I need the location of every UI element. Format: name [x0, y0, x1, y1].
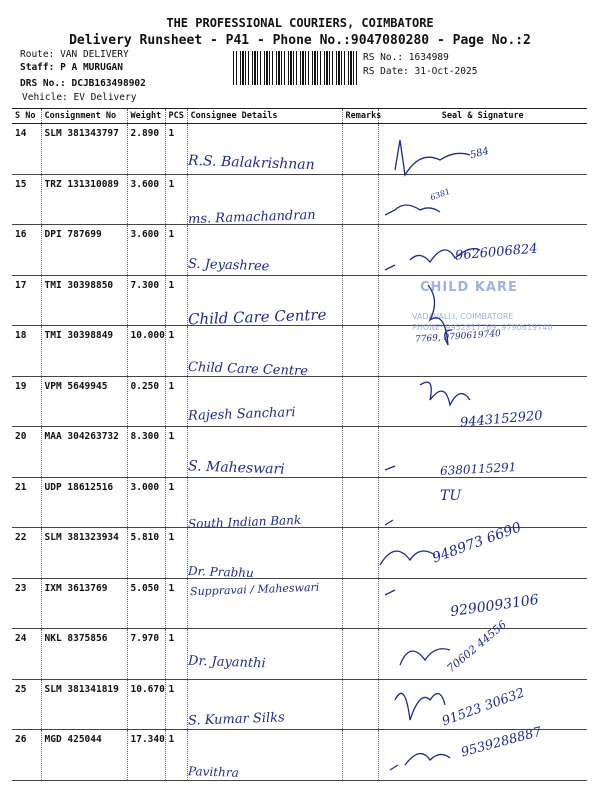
row-consignment-no: VPM 5649945 — [41, 376, 127, 427]
row-weight: 5.050 — [127, 578, 165, 629]
col-header-consignee: Consignee Details — [187, 109, 342, 124]
row-weight: 10.000 — [127, 326, 165, 377]
signature-stroke — [390, 754, 450, 770]
row-consignment-no: UDP 18612516 — [41, 477, 127, 528]
signature-stroke — [400, 649, 450, 665]
handwritten-signature-note: 6380115291 — [439, 460, 517, 478]
handwritten-consignee: Dr. Prabhu — [187, 563, 255, 581]
signature-stroke — [395, 693, 445, 720]
handwritten-consignee: Suppravai / Maheswari — [189, 580, 320, 599]
row-consignment-no: TMI 30398850 — [41, 275, 127, 326]
row-pcs: 1 — [165, 679, 187, 730]
rs-no-label: RS No.: — [363, 52, 404, 63]
route-label: Route: — [20, 49, 55, 60]
row-pcs: 1 — [165, 427, 187, 478]
signature-stroke — [385, 466, 395, 470]
row-pcs: 1 — [165, 124, 187, 175]
handwritten-consignee: R.S. Balakrishnan — [187, 152, 315, 174]
company-title: THE PROFESSIONAL COURIERS, COIMBATORE — [166, 16, 434, 30]
handwritten-consignee: Pavithra — [187, 764, 239, 780]
row-pcs: 1 — [165, 326, 187, 377]
row-pcs: 1 — [165, 730, 187, 781]
signature-stroke — [385, 520, 393, 525]
row-sno: 16 — [12, 225, 41, 276]
row-consignment-no: TMI 30398849 — [41, 326, 127, 377]
stamp-line-1: VADAVALLI, COIMBATORE — [412, 312, 514, 321]
row-pcs: 1 — [165, 477, 187, 528]
col-header-weight: Weight — [127, 109, 165, 124]
row-weight: 2.890 — [127, 124, 165, 175]
handwritten-consignee: Child Care Centre — [187, 305, 327, 329]
rs-no-value: 1634989 — [408, 52, 449, 63]
row-weight: 3.600 — [127, 174, 165, 225]
handwritten-consignee: S. Kumar Silks — [187, 710, 285, 729]
handwritten-signature-note: 9539288887 — [459, 724, 544, 761]
row-sno: 15 — [12, 174, 41, 225]
row-sno: 25 — [12, 679, 41, 730]
handwritten-consignee: Rajesh Sanchari — [187, 405, 296, 424]
col-header-sno: S No — [12, 109, 41, 124]
row-consignment-no: SLM 381341819 — [41, 679, 127, 730]
route-value: VAN DELIVERY — [60, 49, 129, 60]
row-consignment-no: SLM 381323934 — [41, 528, 127, 579]
row-consignment-no: DPI 787699 — [41, 225, 127, 276]
row-consignment-no: IXM 3613769 — [41, 578, 127, 629]
row-sno: 21 — [12, 477, 41, 528]
row-sno: 19 — [12, 376, 41, 427]
row-weight: 17.340 — [127, 730, 165, 781]
row-consignment-no: NKL 8375856 — [41, 629, 127, 680]
handwritten-signature-note: 91523 30632 — [440, 685, 527, 730]
handwritten-signature-note: 9443152920 — [459, 408, 544, 431]
handwritten-consignee: S. Maheswari — [187, 458, 285, 478]
col-header-pcs: PCS — [165, 109, 187, 124]
drs-value: DCJB163498902 — [71, 78, 146, 89]
vehicle-label: Vehicle: — [22, 92, 68, 103]
row-sno: 22 — [12, 528, 41, 579]
signature-stroke — [385, 249, 480, 270]
stamp-title: CHILD KARE — [420, 280, 518, 295]
row-consignment-no: MGD 425044 — [41, 730, 127, 781]
signature-stroke — [385, 205, 440, 215]
vehicle-value: EV Delivery — [73, 92, 137, 103]
row-weight: 3.600 — [127, 225, 165, 276]
signature-stroke — [385, 590, 395, 595]
row-sno: 17 — [12, 275, 41, 326]
handwritten-consignee: S. Jeyashree — [187, 256, 270, 275]
col-header-remarks: Remarks — [342, 109, 378, 124]
rs-date-value: 31-Oct-2025 — [414, 66, 478, 77]
row-pcs: 1 — [165, 376, 187, 427]
drs-label: DRS No.: — [20, 78, 66, 89]
row-sno: 18 — [12, 326, 41, 377]
staff-label: Staff: — [20, 62, 55, 73]
handwritten-signature-note: 70602 44556 — [444, 617, 510, 676]
col-header-consignment: Consignment No — [41, 109, 127, 124]
row-pcs: 1 — [165, 629, 187, 680]
row-pcs: 1 — [165, 225, 187, 276]
row-weight: 7.970 — [127, 629, 165, 680]
signature-stroke — [428, 285, 452, 345]
handwritten-consignee: South Indian Bank — [187, 513, 302, 531]
staff-value: P A MURUGAN — [60, 62, 123, 73]
handwritten-consignee: Dr. Jayanthi — [187, 653, 266, 672]
row-consignment-no: SLM 381343797 — [41, 124, 127, 175]
handwritten-consignee: ms. Ramachandran — [187, 207, 316, 228]
row-consignment-no: MAA 304263732 — [41, 427, 127, 478]
col-header-signature: Seal & Signature — [378, 109, 587, 124]
row-sno: 14 — [12, 124, 41, 175]
handwritten-consignee: Child Care Centre — [187, 359, 309, 380]
row-pcs: 1 — [165, 174, 187, 225]
handwritten-signature-note: 6381 — [429, 186, 452, 203]
signature-stroke — [395, 140, 470, 175]
handwritten-signature-note: 9626006824 — [454, 241, 539, 264]
signature-stroke — [380, 551, 435, 565]
row-sno: 24 — [12, 629, 41, 680]
row-weight: 10.670 — [127, 679, 165, 730]
row-consignment-no: TRZ 131310089 — [41, 174, 127, 225]
stamp-line-2: PHONE: 9952817769, 9790619740 — [412, 323, 553, 332]
row-weight: 3.000 — [127, 477, 165, 528]
row-pcs: 1 — [165, 528, 187, 579]
row-weight: 5.810 — [127, 528, 165, 579]
signature-stroke — [420, 382, 470, 405]
row-pcs: 1 — [165, 578, 187, 629]
rs-date-label: RS Date: — [363, 66, 409, 77]
row-weight: 7.300 — [127, 275, 165, 326]
row-weight: 8.300 — [127, 427, 165, 478]
handwritten-signature-note: 948973 6690 — [430, 519, 524, 567]
row-pcs: 1 — [165, 275, 187, 326]
row-weight: 0.250 — [127, 376, 165, 427]
handwritten-signature-note: TU — [440, 488, 462, 504]
handwritten-signature-note: 584 — [468, 145, 491, 162]
row-sno: 23 — [12, 578, 41, 629]
row-sno: 26 — [12, 730, 41, 781]
runsheet-subtitle: Delivery Runsheet - P41 - Phone No.:9047080280 - Page No.:2 — [69, 33, 531, 48]
handwritten-signature-note: 9290093106 — [449, 591, 540, 621]
row-sno: 20 — [12, 427, 41, 478]
handwritten-signature-note: 7769, 9790619740 — [414, 329, 502, 345]
